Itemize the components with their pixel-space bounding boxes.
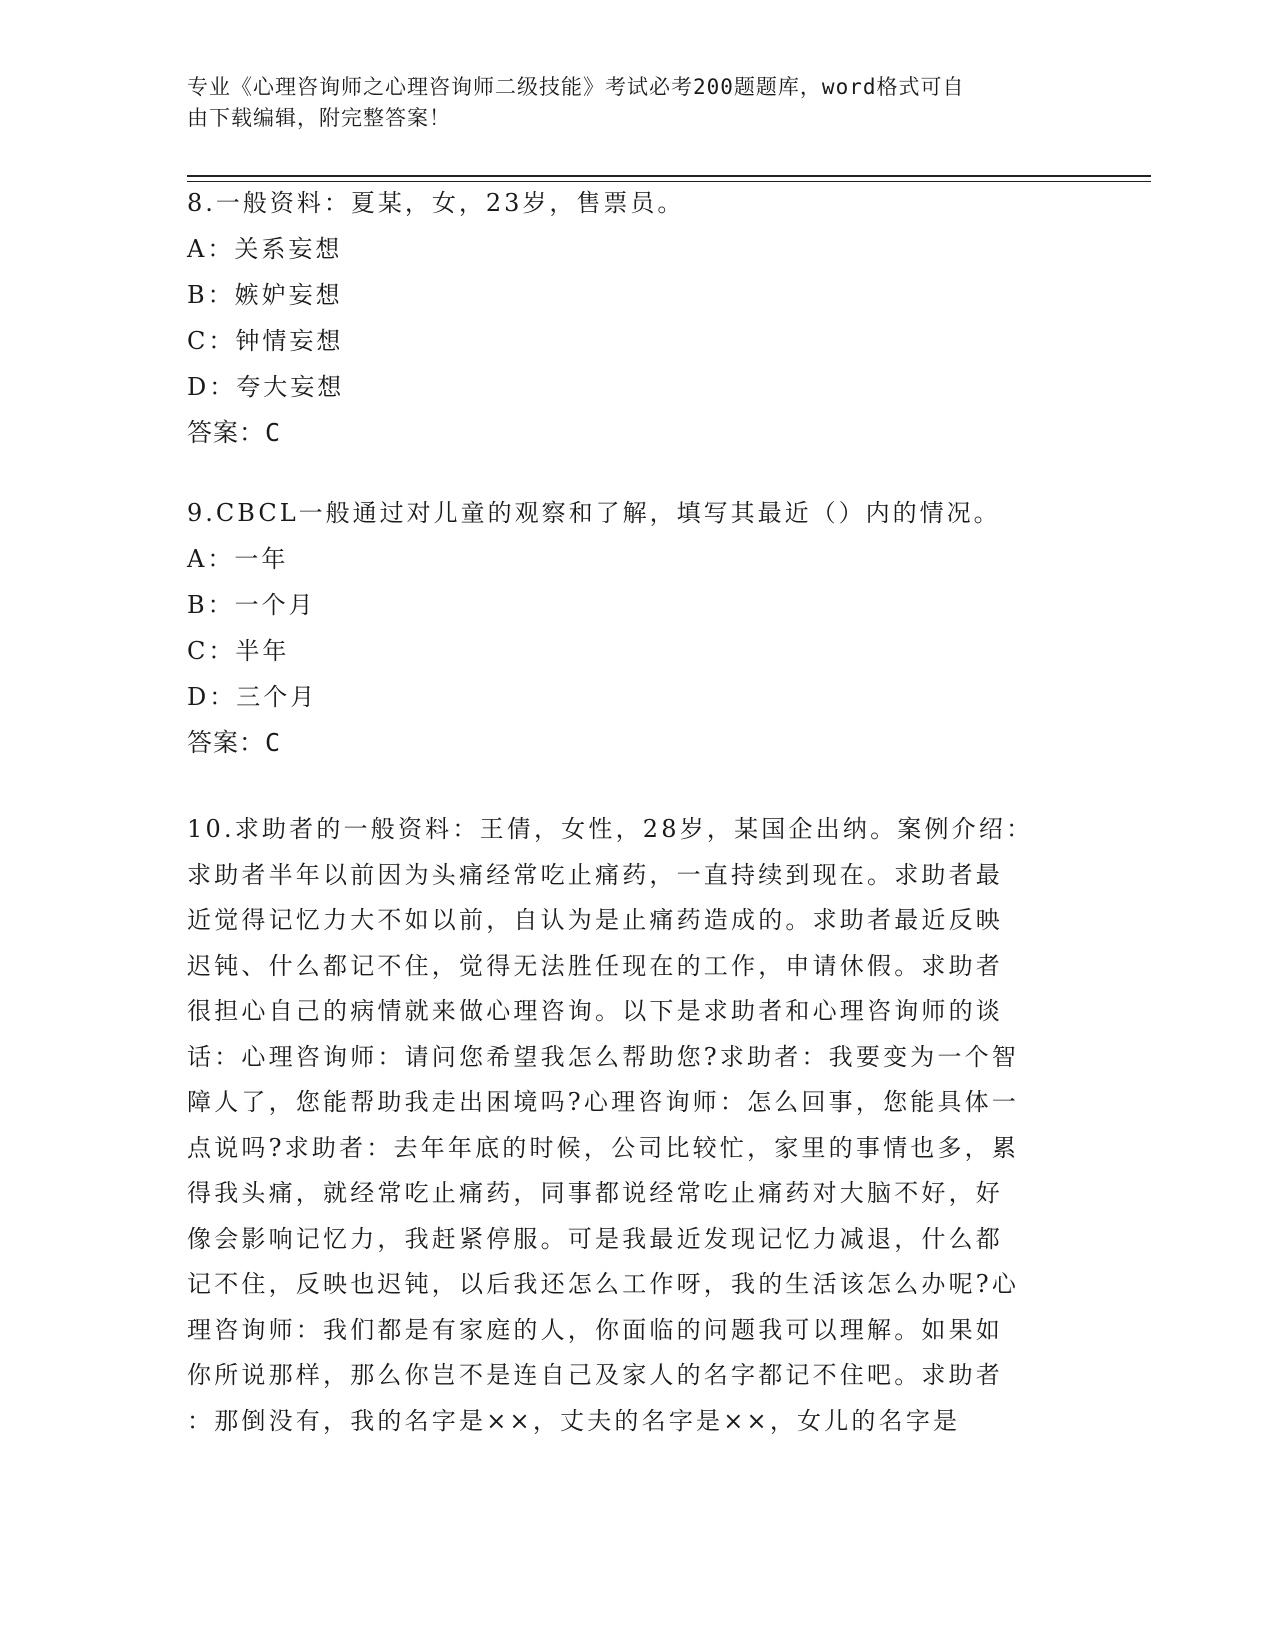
paragraph-line: 求助者半年以前因为头痛经常吃止痛药，一直持续到现在。求助者最 xyxy=(187,860,1003,889)
paragraph-line: 近觉得记忆力大不如以前，自认为是止痛药造成的。求助者最近反映 xyxy=(187,906,1003,934)
paragraph-line: 很担心自己的病情就来做心理咨询。以下是求助者和心理咨询师的谈 xyxy=(187,997,1003,1025)
paragraph-line: 得我头痛，就经常吃止痛药，同事都说经常吃止痛药对大脑不好，好 xyxy=(187,1179,1003,1207)
paragraph-line: 记不住，反映也迟钝，以后我还怎么工作呀，我的生活该怎么办呢?心 xyxy=(187,1270,1020,1298)
option-c: C：钟情妄想 xyxy=(187,327,344,355)
paragraph-line: ：那倒没有，我的名字是××，丈夫的名字是××，女儿的名字是 xyxy=(187,1406,961,1435)
option-d: D：三个月 xyxy=(187,683,318,711)
question-8 xyxy=(187,180,1067,456)
paragraph-line: 话：心理咨询师：请问您希望我怎么帮助您?求助者：我要变为一个智 xyxy=(187,1042,1020,1071)
question-stem: 9.CBCL一般通过对儿童的观察和了解，填写其最近（）内的情况。 xyxy=(187,499,1001,527)
paragraph-line: 你所说那样，那么你岂不是连自己及家人的名字都记不住吧。求助者 xyxy=(187,1361,1003,1389)
header-divider-thick xyxy=(187,175,1151,177)
paragraph-line: 点说吗?求助者：去年年底的时候，公司比较忙，家里的事情也多，累 xyxy=(187,1133,1020,1162)
option-c: C：半年 xyxy=(187,637,290,665)
header-line-1: 专业《心理咨询师之心理咨询师二级技能》考试必考200题题库，word格式可自 xyxy=(187,75,965,99)
paragraph-line: 理咨询师：我们都是有家庭的人，你面临的问题我可以理解。如果如 xyxy=(187,1315,1003,1344)
paragraph-line: 10.求助者的一般资料：王倩，女性，28岁，某国企出纳。案例介绍： xyxy=(187,815,1034,843)
paragraph-line: 迟钝、什么都记不住，觉得无法胜任现在的工作，申请休假。求助者 xyxy=(187,951,1003,980)
answer-line: 答案：C xyxy=(187,418,282,447)
question-10 xyxy=(187,807,1067,1444)
paragraph-line: 像会影响记忆力，我赶紧停服。可是我最近发现记忆力减退，什么都 xyxy=(187,1224,1003,1253)
header-line-2: 由下载编辑，附完整答案！ xyxy=(187,106,451,130)
option-a: A：关系妄想 xyxy=(187,235,343,263)
paragraph-line: 障人了，您能帮助我走出困境吗?心理咨询师：怎么回事，您能具体一 xyxy=(187,1088,1020,1116)
question-9 xyxy=(187,490,1067,766)
question-stem: 8.一般资料：夏某，女，23岁，售票员。 xyxy=(187,189,685,217)
option-b: B：一个月 xyxy=(187,591,316,619)
option-b: B：嫉妒妄想 xyxy=(187,281,343,309)
document-header xyxy=(187,72,1067,134)
answer-line: 答案：C xyxy=(187,728,282,757)
option-a: A：一年 xyxy=(187,545,289,573)
option-d: D：夸大妄想 xyxy=(187,373,345,401)
